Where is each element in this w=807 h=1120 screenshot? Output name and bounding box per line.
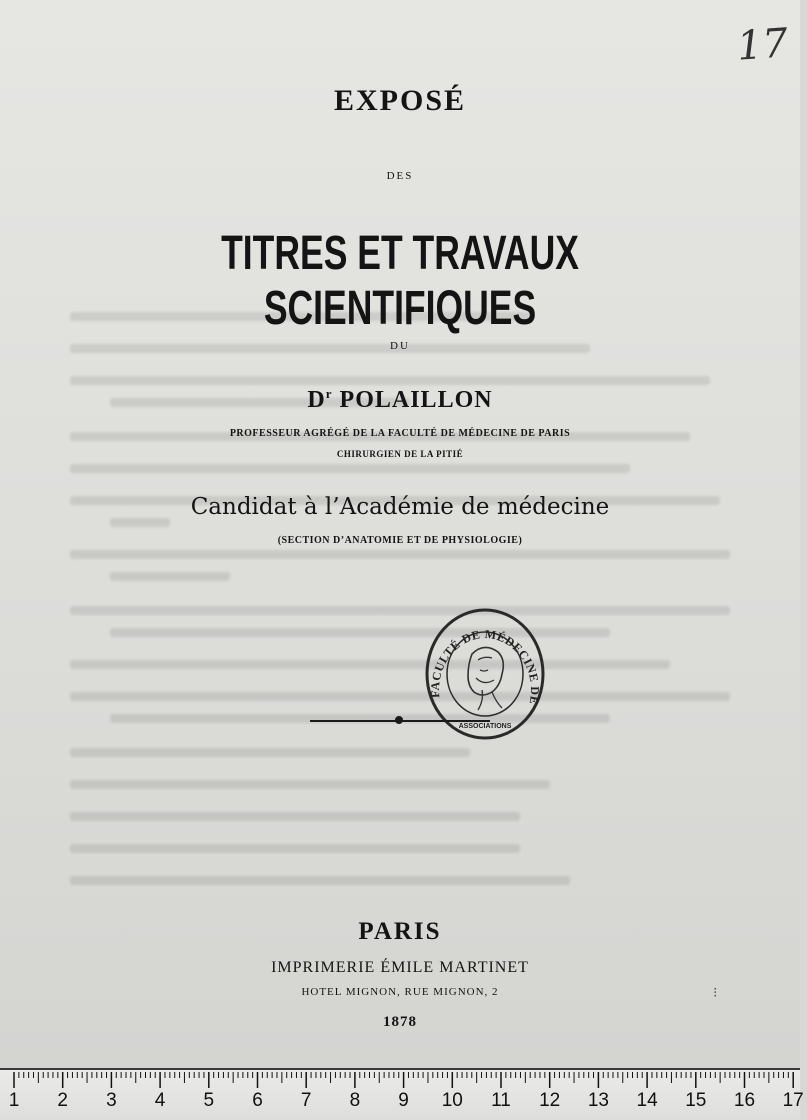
bleed-line [70, 812, 520, 821]
ruler-number: 17 [782, 1090, 804, 1111]
ruler-number: 7 [300, 1090, 312, 1111]
ruler-number: 3 [106, 1090, 117, 1111]
author-name [0, 386, 800, 414]
bleed-line [70, 748, 470, 757]
bleed-line [110, 572, 230, 581]
imprint-year: 1878 [383, 1014, 417, 1030]
ruler-number: 16 [733, 1090, 756, 1111]
main-title: TITRES ET TRAVAUX SCIENTIFIQUES [221, 227, 579, 335]
title-des: DES [386, 170, 414, 182]
ruler-number: 10 [441, 1090, 463, 1111]
ruler-number: 1 [8, 1090, 20, 1111]
bleed-line [70, 660, 670, 669]
ruler-number: 14 [636, 1090, 658, 1111]
bleed-line [70, 844, 520, 853]
bleed-line [70, 606, 730, 615]
author-surname: POLAILLON [339, 387, 493, 413]
bleed-line [70, 692, 730, 701]
ruler-number: 9 [398, 1090, 409, 1111]
ruler-number: 5 [203, 1090, 215, 1111]
ruler-number: 6 [252, 1090, 263, 1111]
stamp-text: FACULTÉ DE MÉDECINE DE [427, 626, 543, 706]
author-prefix: D [307, 387, 326, 413]
ruler-number: 2 [57, 1090, 68, 1111]
bleed-line [70, 550, 730, 559]
candidacy-section: (SECTION D’ANATOMIE ET DE PHYSIOLOGIE) [277, 535, 523, 546]
imprint-printer: IMPRIMERIE ÉMILE MARTINET [271, 959, 529, 976]
stamp-subtext: ASSOCIATIONS [458, 723, 512, 730]
candidacy-line: Candidat à l’Académie de médecine [190, 494, 610, 520]
title-expose: EXPOSÉ [333, 84, 467, 117]
ruler-number: 12 [539, 1090, 561, 1111]
bleed-line [70, 376, 710, 385]
author-position-professor: PROFESSEUR AGRÉGÉ DE LA FACULTÉ DE MÉDECINE DE PARIS [229, 428, 571, 439]
imprint-address: HOTEL MIGNON, RUE MIGNON, 2 [301, 986, 499, 998]
ruler-number: 8 [349, 1090, 361, 1111]
ruler-number: 13 [587, 1090, 609, 1111]
imprint-city: PARIS [358, 918, 442, 945]
bleed-line [70, 876, 570, 885]
bleed-line [70, 780, 550, 789]
ruler-number: 11 [491, 1090, 511, 1111]
margin-mark: ⁝ [713, 985, 718, 1001]
handwritten-folio-number: 17 [735, 20, 790, 70]
author-prefix-superscript: r [325, 386, 333, 401]
measurement-ruler [0, 1068, 804, 1120]
title-du: DU [390, 340, 410, 352]
ruler-number: 15 [685, 1090, 707, 1111]
bleed-line [70, 464, 630, 473]
decorative-rule-dot [395, 716, 403, 724]
ruler-number: 4 [154, 1090, 166, 1111]
author-position-surgeon: CHIRURGIEN DE LA PITIÉ [336, 449, 464, 459]
